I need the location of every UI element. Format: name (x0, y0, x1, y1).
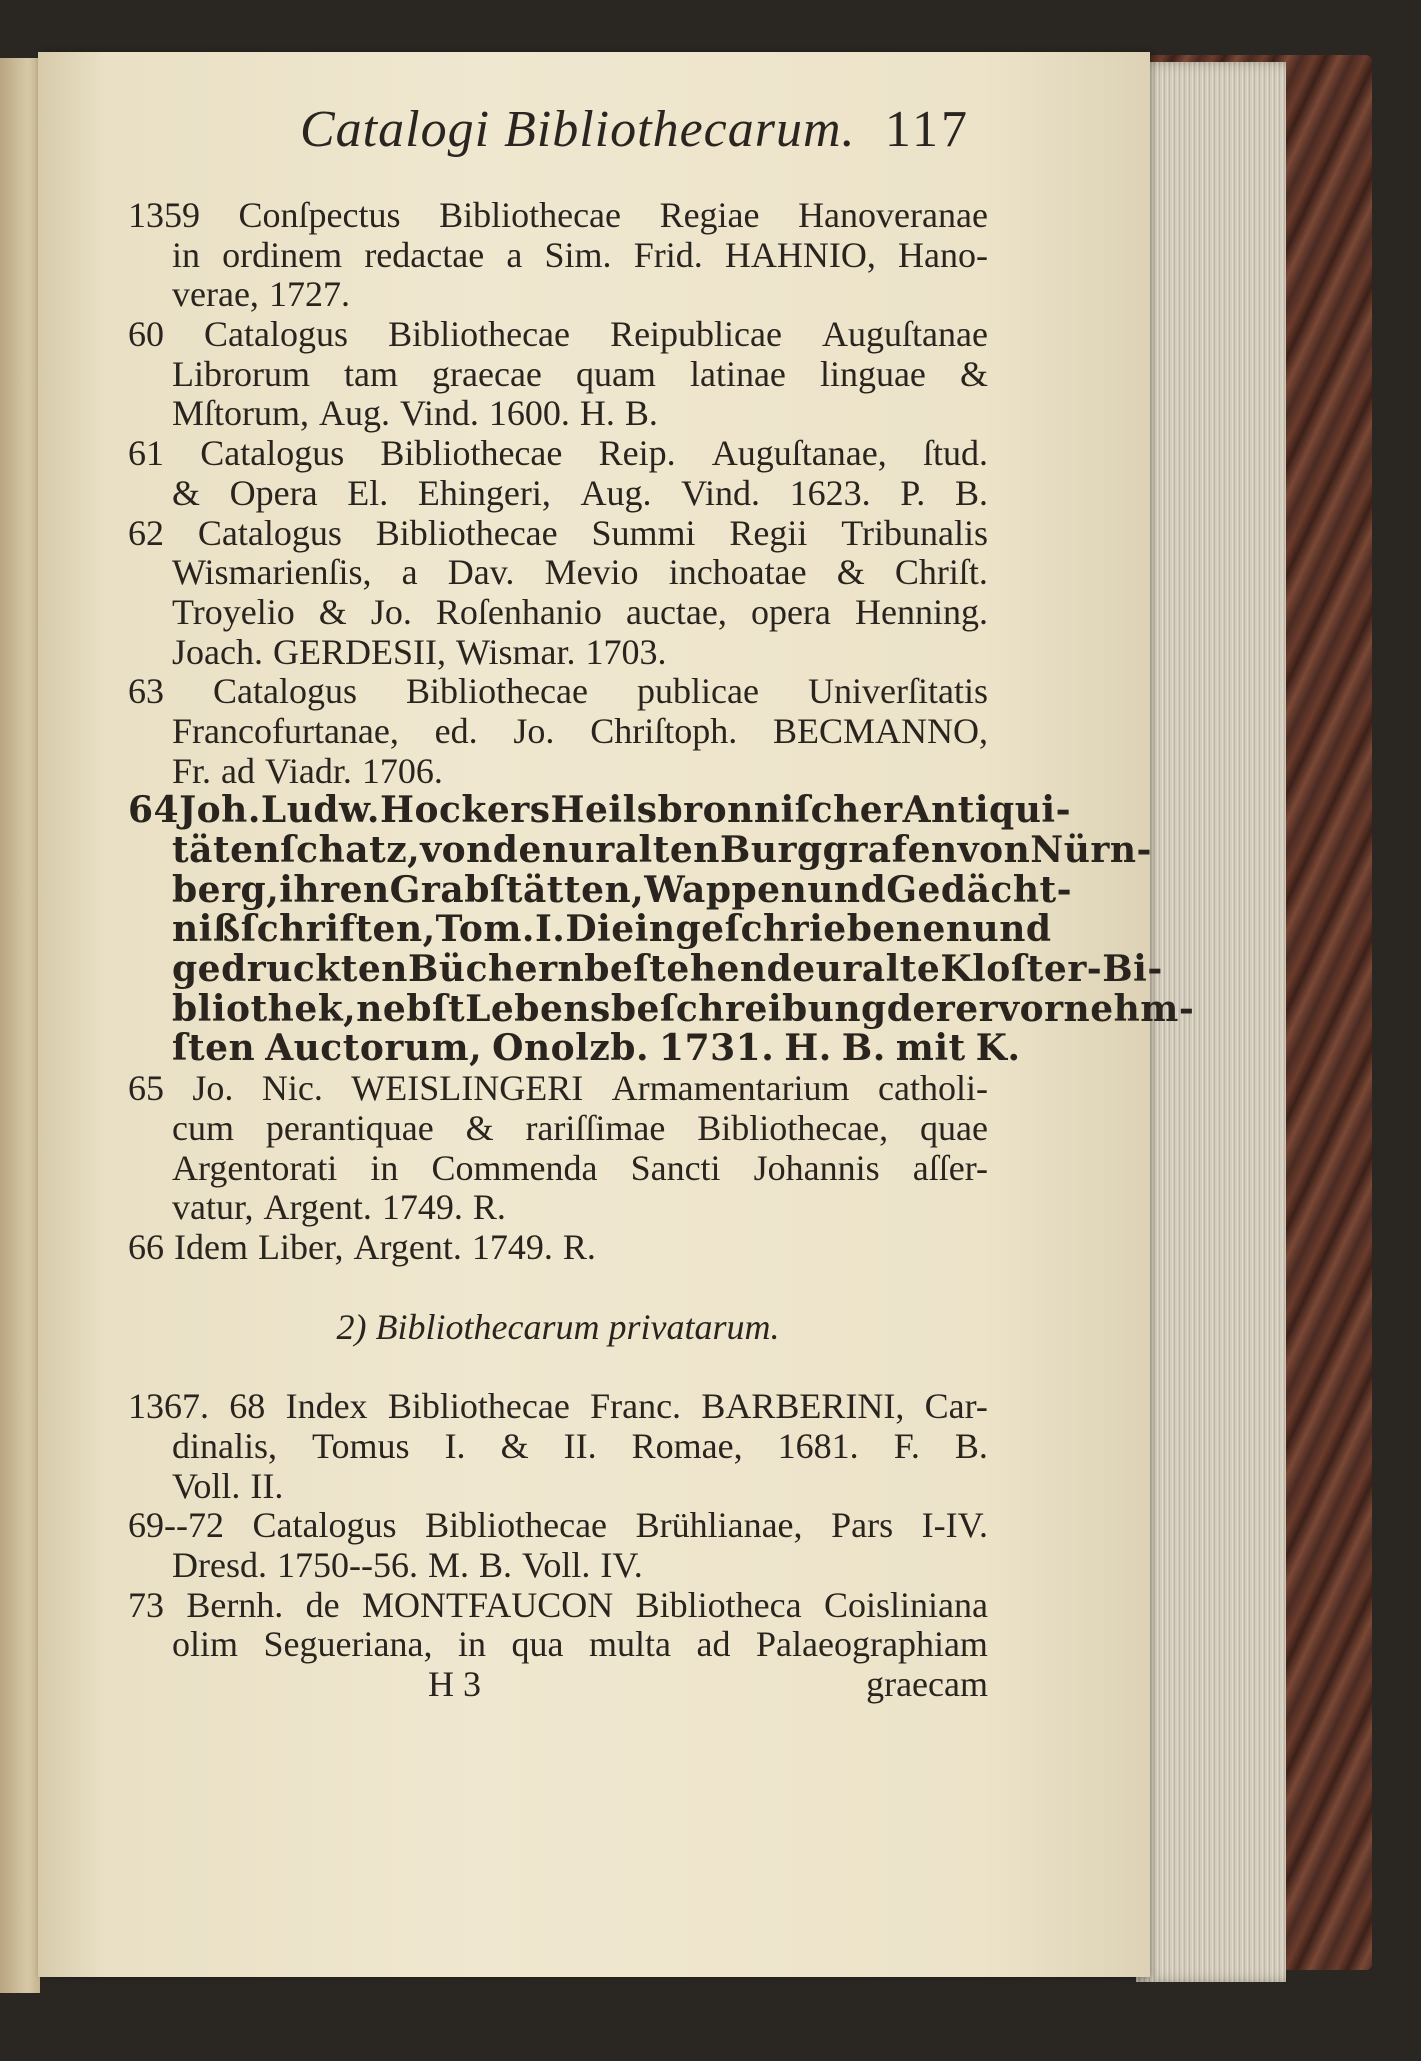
text-line: 69--72 Catalogus Bibliothecae Brühlianae, Pars I-IV. (128, 1505, 988, 1546)
text-line: dinalis, Tomus I. & II. Romae, 1681. F. B. (172, 1425, 988, 1466)
page-text (128, 195, 1195, 1705)
text-line: 1367. 68 Index Bibliothecae Franc. BARBERINI, Car- (128, 1386, 988, 1427)
text-line: 60 Catalogus Bibliothecae Reipublicae Auguſtanae (128, 314, 988, 355)
text-line: verae, 1727. (172, 274, 350, 315)
text-line: 66 Idem Liber, Argent. 1749. R. (128, 1226, 596, 1267)
running-head-title: Catalogi Bibliothecarum. (300, 101, 856, 158)
text-line: gedruckten Büchern beſtehende uralte Kloſter-Bi- (172, 948, 1163, 991)
text-line: Mſtorum, Aug. Vind. 1600. H. B. (172, 393, 658, 434)
text-line: nißſchriften, Tom. I. Die in geſchriebenen und (172, 908, 1052, 951)
text-line: Francofurtanae, ed. Jo. Chriſtoph. BECMANNO, (172, 710, 988, 751)
section-heading: 2) Bibliothecarum privatarum. (336, 1306, 780, 1347)
text-line: Fr. ad Viadr. 1706. (172, 750, 443, 791)
text-line: 64 Joh. Ludw. Hockers Heilsbronniſcher Antiqui- (128, 789, 1072, 832)
text-line: ſten Auctorum, Onolzb. 1731. H. B. mit K. (172, 1027, 1021, 1070)
page-number: 117 (884, 101, 970, 158)
text-line: bliothek, nebſt Lebensbeſchreibung derer vornehm- (172, 987, 1195, 1030)
text-line: berg, ihren Grabſtätten, Wappen und Gedächt- (172, 868, 1073, 911)
text-line: Troyelio & Jo. Roſenhanio auctae, opera Henning. (172, 591, 988, 632)
catchword: graecam (866, 1664, 988, 1705)
signature-mark: H 3 (428, 1664, 481, 1705)
page-footer (128, 1665, 988, 1705)
text-line: 73 Bernh. de MONTFAUCON Bibliotheca Coisliniana (128, 1584, 988, 1625)
text-line: 1359 Conſpectus Bibliothecae Regiae Hanoveranae (128, 195, 988, 235)
text-line: cum perantiquae & rariſſimae Bibliothecae, quae (172, 1107, 988, 1148)
text-line: Voll. II. (172, 1465, 284, 1506)
text-line: 65 Jo. Nic. WEISLINGERI Armamentarium catholi- (128, 1068, 988, 1109)
previous-page-edge (0, 58, 40, 1993)
text-line: Argentorati in Commenda Sancti Johannis aſſer- (172, 1147, 988, 1188)
text-line: vatur, Argent. 1749. R. (172, 1187, 506, 1228)
text-line: tätenſchatz, von den uralten Burggrafen von Nürn- (172, 829, 1152, 871)
blank-line (128, 1268, 988, 1308)
text-line: Wismarienſis, a Dav. Mevio inchoatae & Chriſt. (172, 552, 988, 593)
text-line: 62 Catalogus Bibliothecae Summi Regii Tribunalis (128, 512, 988, 553)
text-line: olim Segueriana, in qua multa ad Palaeographiam (172, 1624, 988, 1665)
text-line: Joach. GERDESII, Wismar. 1703. (172, 631, 667, 672)
text-line: 61 Catalogus Bibliothecae Reip. Auguſtanae, ſtud. (128, 433, 988, 474)
text-line: Dresd. 1750--56. M. B. Voll. IV. (172, 1545, 643, 1585)
text-line: Librorum tam graecae quam latinae linguae & (172, 353, 988, 394)
running-head (290, 100, 970, 170)
text-line: & Opera El. Ehingeri, Aug. Vind. 1623. P. B. (172, 472, 988, 513)
blank-line (128, 1347, 988, 1387)
text-line: 63 Catalogus Bibliothecae publicae Univerſitatis (128, 671, 988, 712)
text-line: in ordinem redactae a Sim. Frid. HAHNIO, Hano- (172, 234, 988, 275)
